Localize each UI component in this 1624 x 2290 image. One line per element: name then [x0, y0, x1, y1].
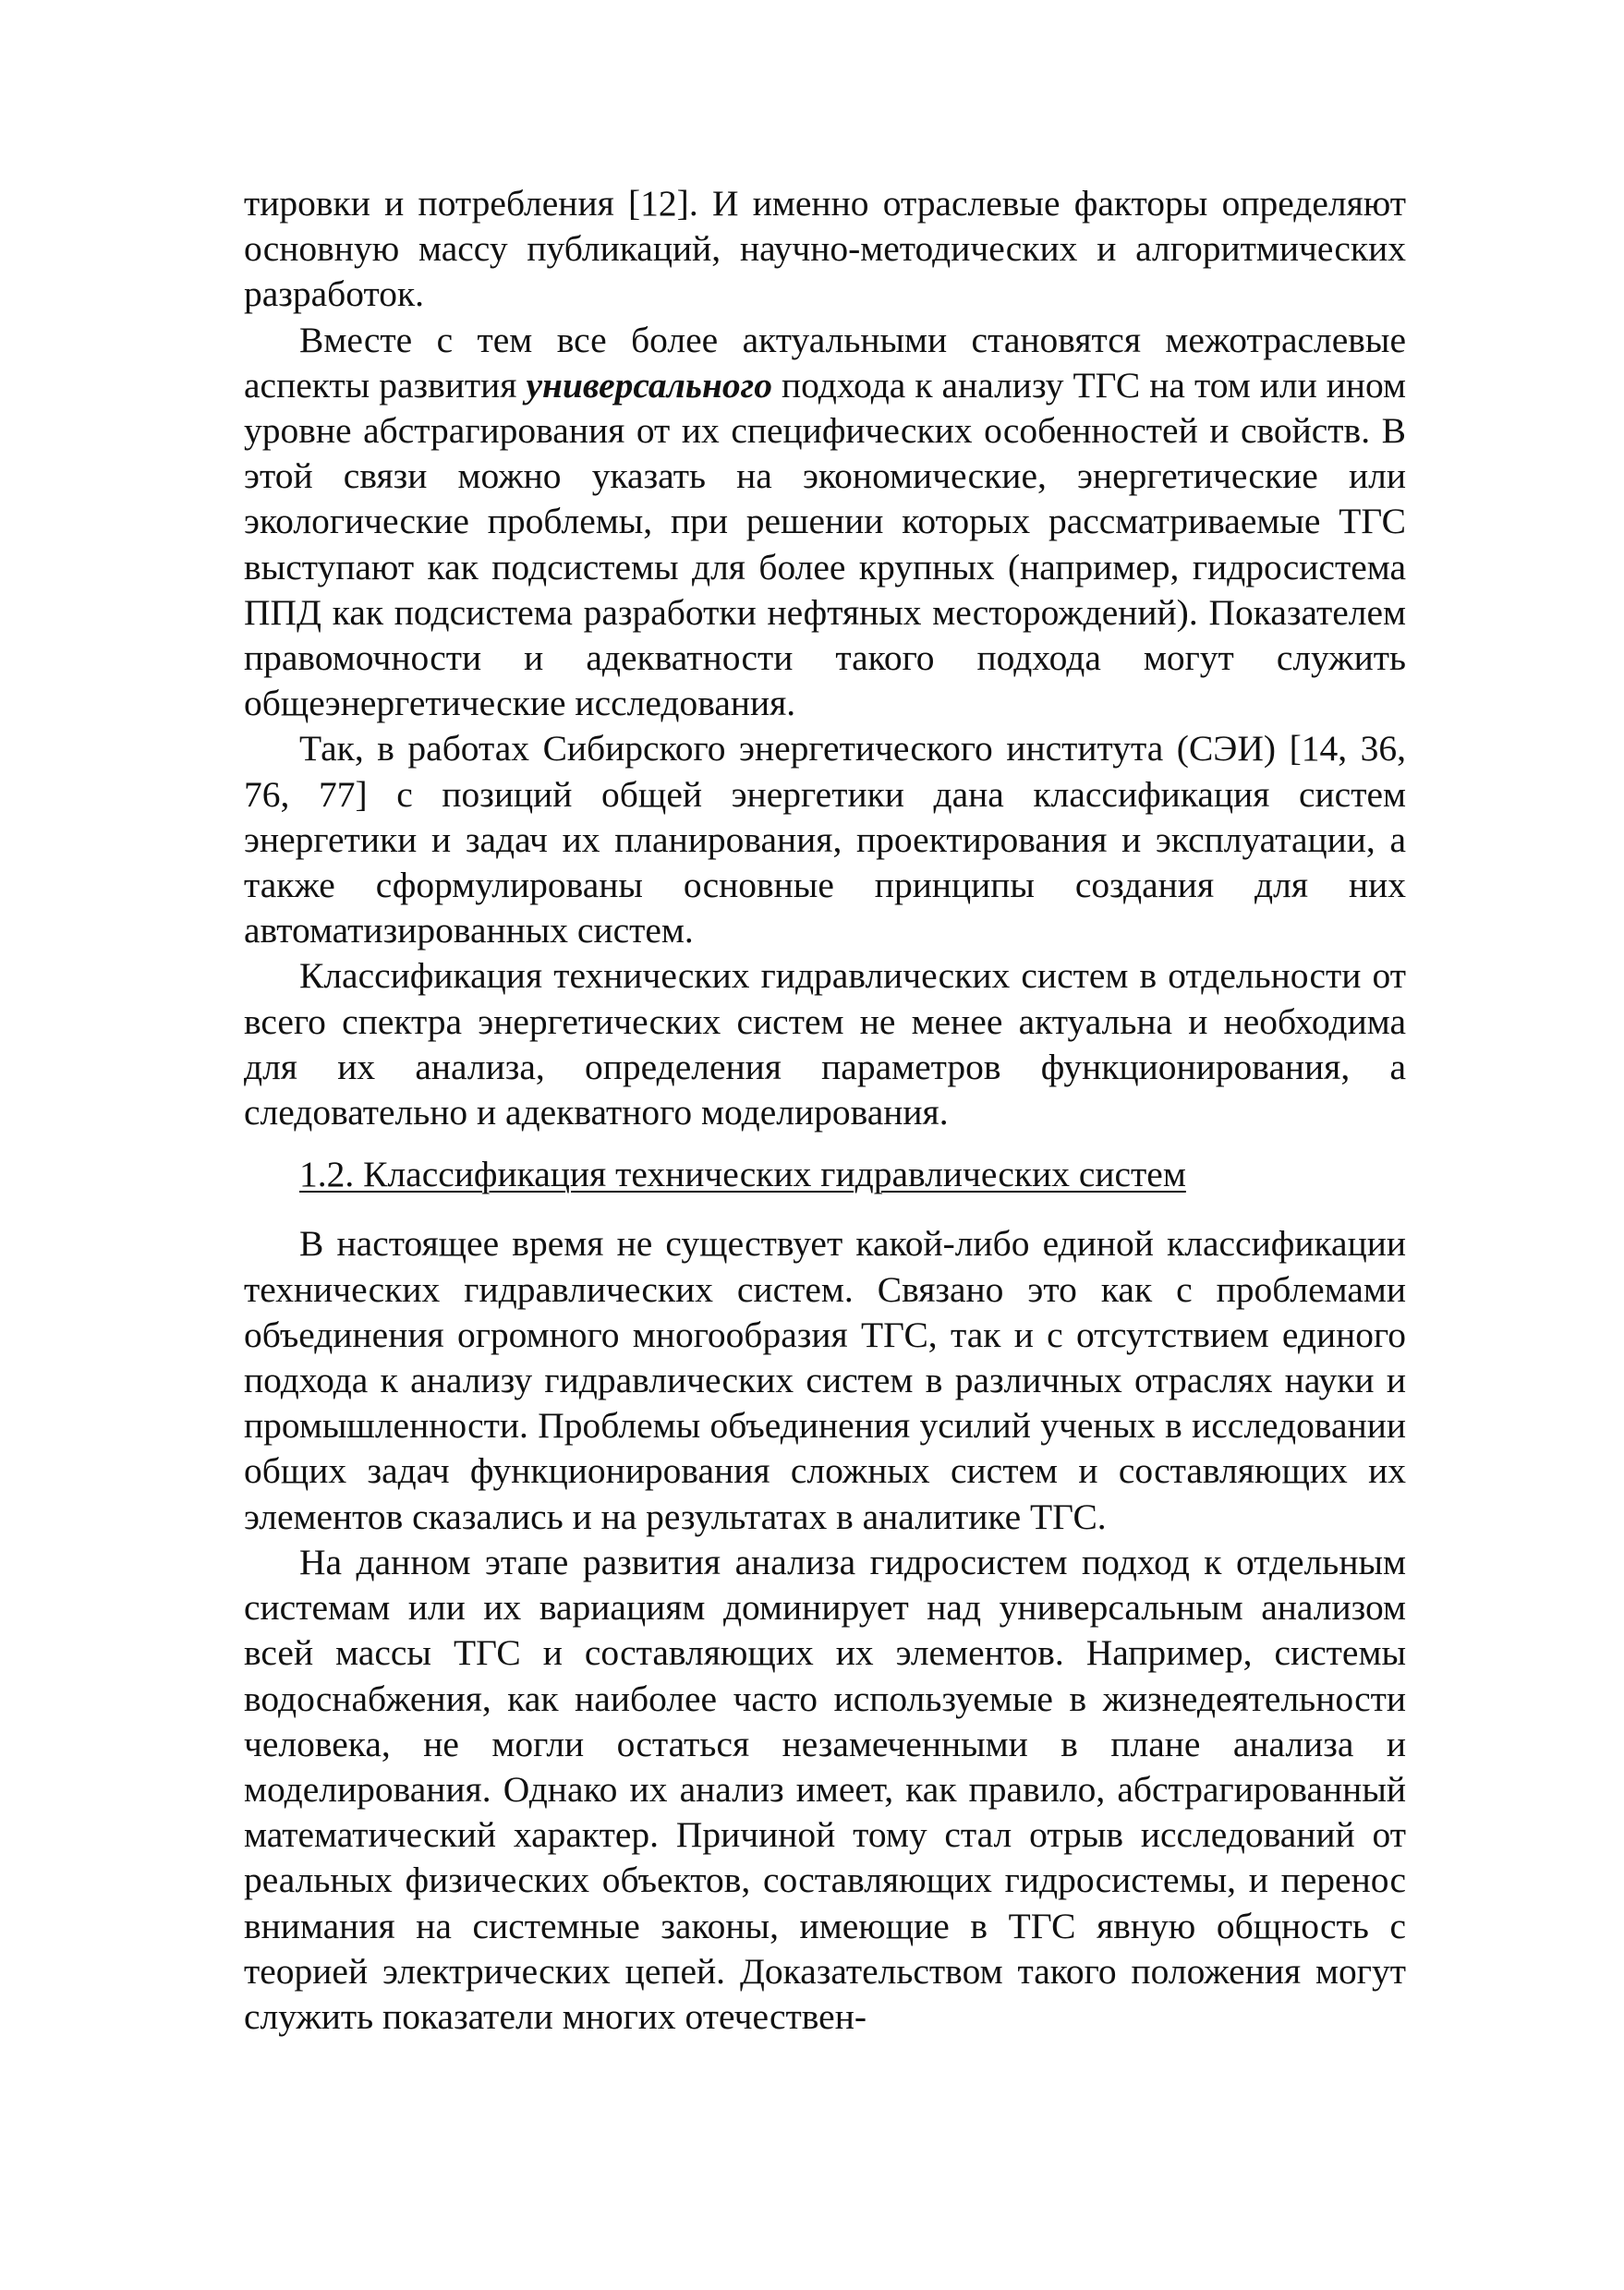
emphasized-term: универсального [526, 364, 772, 406]
section-heading-text: 1.2. Классификация технических гидравлических систем [299, 1154, 1186, 1195]
paragraph-text-segment: подхода к анализу ТГС на том или ином уровне абстрагирования от их специфических особенностей и свойств. В этой связи можно указать на экономические, энергетические или экологические проблемы, при решении которых рассматриваемые ТГС выступают как подсистемы для более крупных (например, гидросистема ППД как подсистема разработки нефтяных месторождений). Показателем правомочности и адекватности такого подхода могут служить общеэнергетические исследования. [244, 364, 1406, 724]
paragraph-classification-relevance: Классификация технических гидравлических систем в отдельности от всего спектра энергетических систем не менее актуальна и необходима для их анализа, определения параметров функционирования, а следовательно и адекватного моделирования. [244, 955, 1406, 1133]
section-heading [244, 1152, 1406, 1197]
paragraph-continuation: тировки и потребления [12]. И именно отраслевые факторы определяют основную массу публикаций, научно-методических и алгоритмических разработок. [244, 183, 1406, 315]
paragraph-sei-works: Так, в работах Сибирского энергетического института (СЭИ) [14, 36, 76, 77] с позиций общей энергетики дана классификация систем энергетики и задач их планирования, проектирования и эксплуатации, а также сформулированы основные принципы создания для них автоматизированных систем. [244, 728, 1406, 951]
text-column [244, 181, 1406, 2040]
paragraph-current-stage: На данном этапе развития анализа гидросистем подход к отдельным системам или их вариациям доминирует над универсальным анализом всей массы ТГС и составляющих их элементов. Например, системы водоснабжения, как наиболее часто используемые в жизнедеятельности человека, не могли остаться незамеченными в плане анализа и моделирования. Однако их анализ имеет, как правило, абстрагированный математический характер. Причиной тому стал отрыв исследований от реальных физических объектов, составляющих гидросистемы, и перенос внимания на системные законы, имеющие в ТГС явную общность с теорией электрических цепей. Доказательством такого положения могут служить показатели многих отечествен- [244, 1541, 1406, 2037]
paragraph-universal-approach [244, 318, 1406, 727]
paragraph-text-segment: Вместе с тем все более актуальными становятся межотраслевые аспекты развития [244, 319, 1406, 406]
paragraph-no-unified-classification: В настоящее время не существует какой-либо единой классификации технических гидравлических систем. Связано это как с проблемами объединения огромного многообразия ТГС, так и с отсутствием единого подхода к анализу гидравлических систем в различных отраслях науки и промышленности. Проблемы объединения усилий ученых в исследовании общих задач функционирования сложных систем и составляющих их элементов сказались и на результатах в аналитике ТГС. [244, 1223, 1406, 1537]
